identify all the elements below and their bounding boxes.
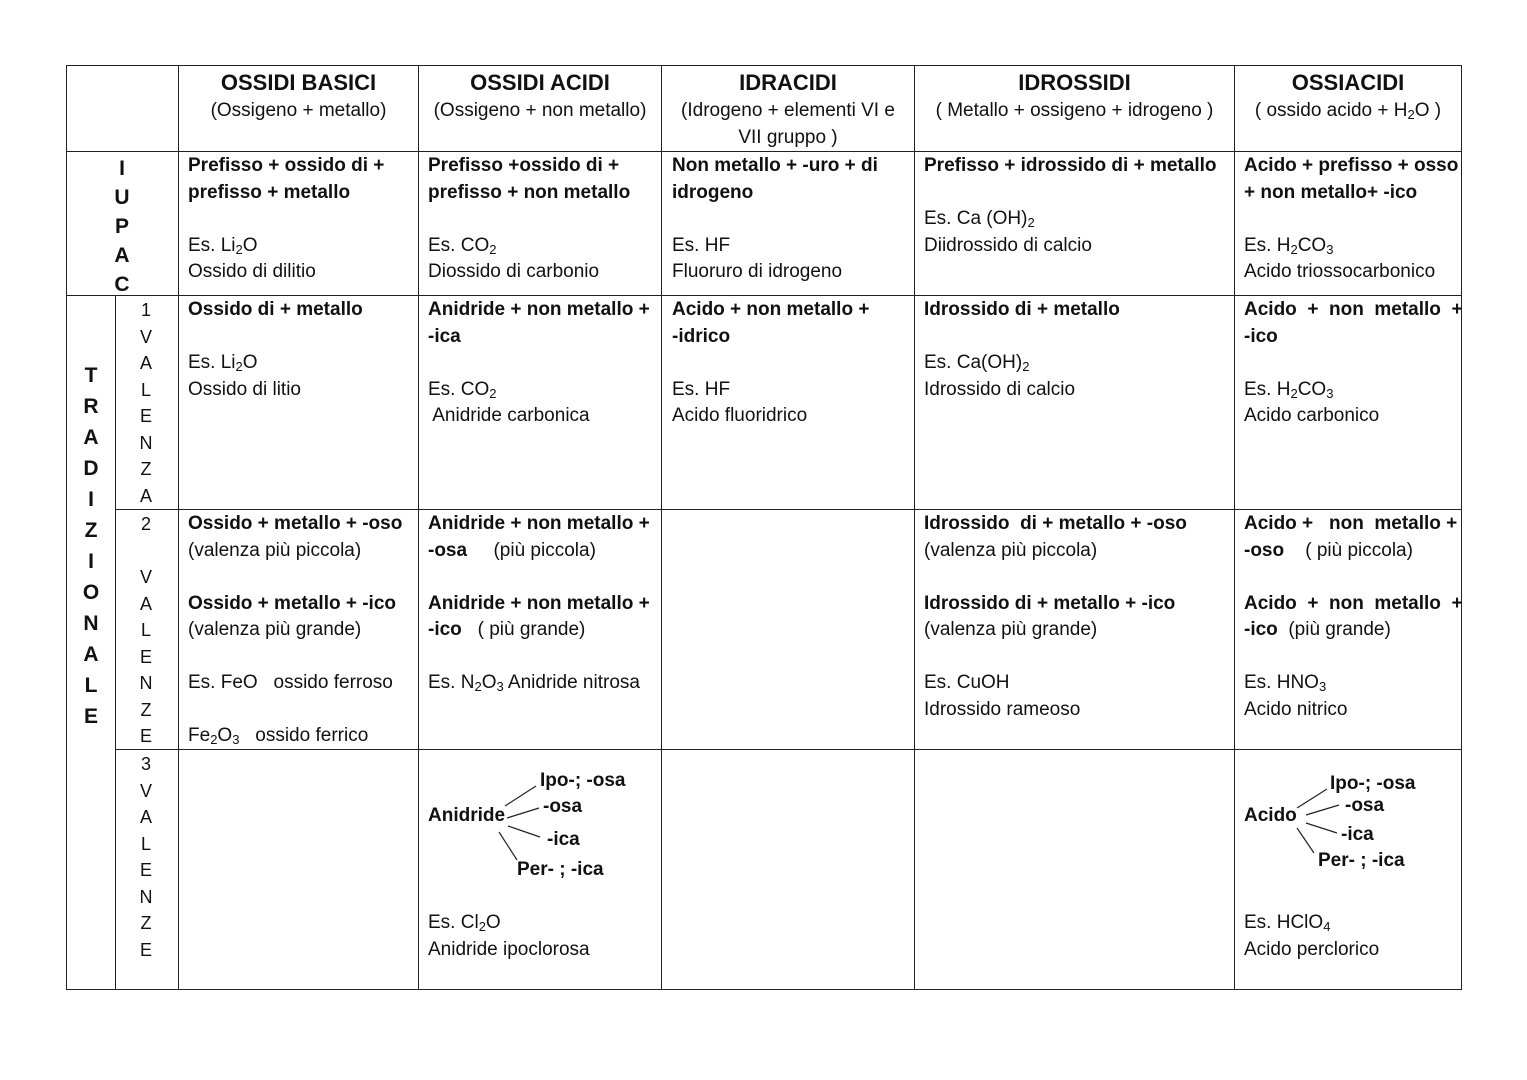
rule-note: (valenza più piccola) [924, 539, 1098, 561]
rule-line: -idrico [672, 325, 731, 347]
letter: Z [140, 913, 152, 933]
example: Es. HF [672, 378, 731, 400]
example-name: Acido nitrico [1244, 698, 1348, 720]
rule-line: Idrossido di + metallo + -oso [924, 513, 1187, 534]
example-text: Es. CO [428, 378, 490, 400]
example [1244, 910, 1379, 937]
example-name: Diossido di carbonio [428, 261, 600, 282]
example-text: O [485, 912, 501, 933]
rule-line: -ico [1244, 325, 1278, 347]
example-text: ossido ferrico [239, 725, 369, 746]
example-text: CO [1297, 378, 1327, 400]
suffix: -ico [428, 619, 462, 640]
letter: E [139, 406, 152, 426]
subscript: 2 [474, 679, 482, 694]
v3-ossiacidi-example [1244, 910, 1379, 963]
rule-note: (valenza più grande) [188, 619, 362, 640]
letter: 2 [140, 514, 151, 534]
rule-line: Acido + non metallo + [672, 299, 870, 320]
header-title: OSSIACIDI [1291, 70, 1405, 95]
example-name: Diidrossido di calcio [924, 234, 1092, 256]
rule-line: Anidride + non metallo + [428, 513, 650, 534]
example-name: Acido perclorico [1244, 938, 1380, 960]
branch-line [499, 832, 517, 860]
rule-line: Acido + non metallo + [1244, 299, 1463, 320]
subscript: 2 [1290, 241, 1298, 257]
header-sub: ( Metallo + ossigeno + idrogeno ) [935, 100, 1214, 121]
rule-line: Idrossido di + metallo + -ico [924, 592, 1176, 614]
letter: E [139, 939, 152, 960]
letter: T [84, 364, 98, 387]
example-text: Es. N [428, 672, 475, 693]
letter: U [114, 186, 130, 209]
example-text: Es. H [1244, 234, 1291, 256]
rule-line: Prefisso + ossido di + [188, 155, 385, 176]
letter: A [83, 643, 99, 666]
letter: Z [140, 699, 152, 720]
letter: 1 [140, 300, 151, 320]
example-name: Ossido di dilitio [188, 261, 316, 282]
rule-line: Anidride + non metallo + [428, 299, 650, 320]
header-title: IDRACIDI [739, 70, 837, 95]
tree-branch-label: Per- ; -ica [1318, 850, 1405, 871]
letter: E [139, 646, 152, 667]
letter: L [140, 379, 151, 400]
example-text: Es. Cl [428, 912, 479, 933]
rule-line: Acido + prefisso + osso [1244, 155, 1459, 176]
header-sub-post: O ) [1414, 100, 1442, 121]
letter: R [83, 395, 99, 418]
letter: N [139, 886, 153, 907]
branch-line [1297, 828, 1314, 853]
rule-note: (valenza più grande) [924, 619, 1098, 640]
subscript: 2 [1290, 385, 1298, 401]
example-text: CO [1297, 234, 1327, 256]
tree-branch-label: -ica [547, 829, 580, 850]
letter: N [83, 612, 99, 635]
rule-note: ( più grande) [461, 619, 586, 640]
subscript: 3 [1318, 679, 1327, 694]
example-text: O [242, 352, 258, 373]
suffix: -ico [1244, 619, 1278, 640]
subscript: 2 [235, 359, 243, 374]
letter: N [139, 432, 153, 453]
rule-line: Ossido di + metallo [188, 299, 363, 320]
letter: A [139, 353, 152, 373]
letter: D [83, 457, 99, 480]
letter: I [119, 157, 125, 180]
tree-branch-label: Per- ; -ica [517, 859, 604, 880]
branch-line [508, 826, 540, 837]
rule-note: ( più piccola) [1284, 539, 1413, 561]
letter: P [114, 215, 129, 238]
tree-root: Acido [1244, 805, 1297, 826]
branch-line [1306, 805, 1339, 815]
letter: V [139, 780, 152, 801]
letter: Z [84, 519, 98, 542]
header-sub: (Ossigeno + non metallo) [433, 100, 647, 121]
letter: A [139, 485, 152, 506]
subscript: 4 [1323, 919, 1331, 934]
branch-line [505, 786, 536, 806]
letter: A [139, 593, 152, 614]
rule-line: Acido + non metallo + [1244, 513, 1458, 534]
subscript: 2 [478, 919, 486, 934]
letter: E [139, 726, 152, 746]
letter: A [114, 244, 130, 267]
example-text: Es. Ca(OH) [924, 352, 1023, 373]
subscript: 2 [210, 732, 218, 747]
example-name: Fluoruro di idrogeno [672, 261, 843, 282]
letter: L [140, 833, 151, 854]
header-title: IDROSSIDI [1018, 70, 1131, 95]
header-sub-2: VII gruppo ) [738, 127, 838, 148]
example: Es. HF [672, 234, 731, 256]
rule-line: Prefisso + idrossido di + metallo [924, 155, 1217, 176]
example-text: Es. Li [188, 234, 236, 256]
example-name: Acido fluoridrico [672, 405, 808, 426]
example-name: Idrossido di calcio [924, 378, 1076, 400]
example-text: Es. HClO [1244, 912, 1324, 933]
branch-line [1297, 789, 1327, 808]
letter: L [140, 620, 151, 640]
example-name: Anidride ipoclorosa [428, 938, 590, 960]
tree-branch-label: Ipo-; -osa [540, 770, 626, 791]
rule-line: + non metallo+ -ico [1244, 181, 1418, 203]
header-title: OSSIDI BASICI [220, 70, 377, 95]
subscript: 2 [1407, 107, 1415, 122]
letter: N [139, 673, 153, 693]
example-text: O [242, 234, 258, 256]
rule-note: (più grande) [1277, 619, 1391, 640]
example-text: Es. H [1244, 378, 1291, 400]
letter: I [88, 488, 94, 511]
example: Es. FeO ossido ferroso [188, 672, 393, 693]
suffix: -oso [1244, 539, 1285, 561]
example-text: O [481, 672, 497, 693]
example-text: Es. Li [188, 352, 236, 373]
branch-line [507, 808, 539, 818]
rule-line: Prefisso +ossido di + [428, 155, 620, 176]
rule-note: (più piccola) [467, 539, 596, 561]
example [428, 910, 590, 937]
tree-branch-label: -ica [1341, 824, 1374, 845]
subscript: 2 [489, 385, 497, 401]
letter: A [83, 426, 99, 449]
subscript: 2 [489, 241, 497, 257]
header-sub: (Idrogeno + elementi VI e [681, 100, 895, 121]
subscript: 2 [1022, 359, 1030, 374]
example: Es. CuOH [924, 672, 1010, 693]
suffix: -osa [428, 539, 468, 561]
rule-line: Anidride + non metallo + [428, 592, 650, 614]
letter: V [139, 567, 152, 587]
header-title: OSSIDI ACIDI [470, 70, 610, 95]
rule-line: Ossido + metallo + -ico [188, 592, 397, 614]
example-name: Ossido di litio [188, 378, 301, 400]
rule-line: prefisso + non metallo [428, 181, 631, 203]
letter: 3 [140, 754, 151, 774]
tree-branch-label: -osa [543, 796, 583, 817]
rule-line: Non metallo + -uro + di [672, 155, 878, 176]
letter: A [139, 807, 152, 827]
letter: L [84, 674, 98, 697]
example-name: Acido carbonico [1244, 405, 1380, 426]
subscript: 3 [1326, 385, 1334, 401]
branch-line [1306, 823, 1337, 833]
example-text: Anidride nitrosa [503, 672, 640, 693]
letter: E [139, 860, 152, 880]
header-sub: (Ossigeno + metallo) [210, 100, 387, 121]
letter: Z [140, 459, 152, 479]
subscript: 3 [1326, 241, 1334, 257]
subscript: 2 [235, 241, 243, 257]
example-text: O [217, 725, 233, 746]
rule-line: Ossido + metallo + -oso [188, 513, 403, 534]
subscript: 2 [1027, 215, 1035, 230]
letter: E [83, 705, 98, 728]
example-text: Es. Ca (OH) [924, 208, 1028, 229]
subscript: 3 [496, 679, 504, 694]
tree-branch-label: -osa [1345, 795, 1385, 816]
example-text: Es. CO [428, 234, 490, 256]
rule-line: Acido + non metallo + [1244, 592, 1463, 614]
rule-line: prefisso + metallo [188, 181, 351, 203]
example-text: Fe [188, 725, 211, 746]
rule-line: -ica [428, 325, 461, 347]
letter: V [139, 326, 152, 347]
v3-ossidi-acidi-example [428, 910, 590, 963]
letter: C [114, 273, 130, 296]
example-name: Idrossido rameoso [924, 698, 1081, 720]
header-sub-pre: ( ossido acido + H [1254, 100, 1408, 121]
rule-line: Idrossido di + metallo [924, 299, 1120, 320]
example-name: Acido triossocarbonico [1244, 261, 1436, 282]
letter: I [88, 550, 94, 573]
example-name: Anidride carbonica [428, 405, 590, 426]
tree-branch-label: Ipo-; -osa [1330, 773, 1416, 794]
example-text: Es. HNO [1244, 672, 1319, 693]
rule-line: idrogeno [672, 181, 754, 203]
tree-root: Anidride [428, 805, 506, 826]
subscript: 3 [232, 732, 240, 747]
rule-note: (valenza più piccola) [188, 539, 362, 561]
letter: O [82, 581, 100, 604]
